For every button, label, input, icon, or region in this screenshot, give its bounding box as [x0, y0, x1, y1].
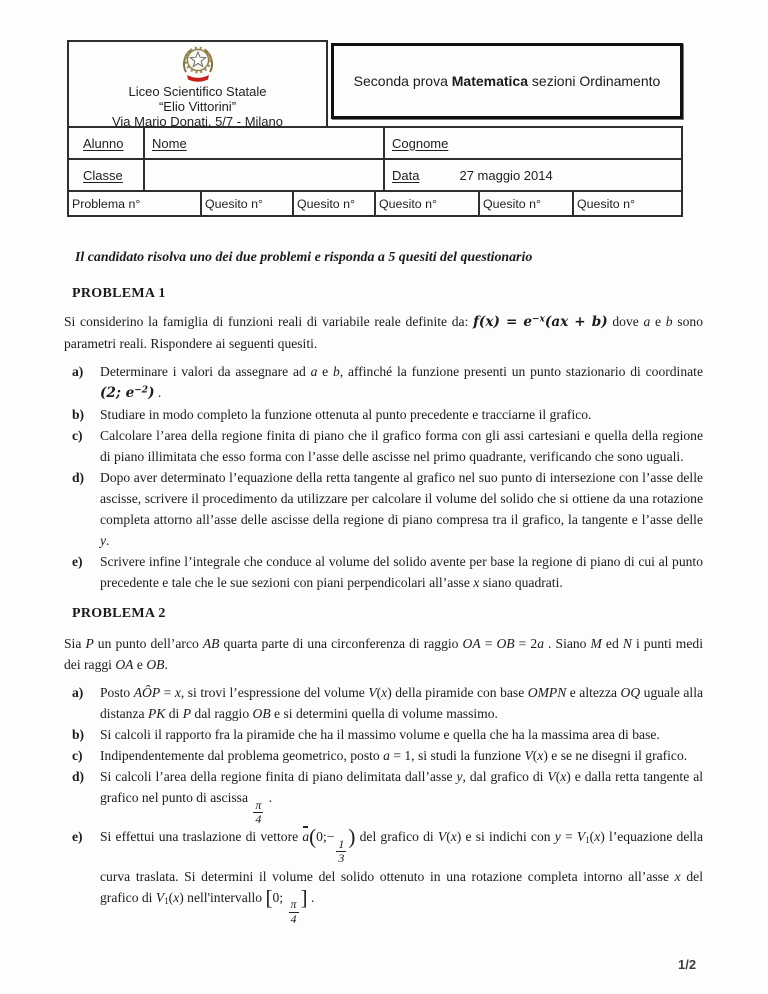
problema1-items — [72, 361, 703, 593]
fraction: $\frac{1}{3}$ — [338, 836, 345, 866]
problema1-title: PROBLEMA 1 — [72, 286, 166, 301]
problema-number-cell: Problema n° — [72, 196, 141, 211]
nome-cell — [143, 128, 383, 158]
document-header — [67, 40, 683, 217]
classe-label: Classe — [83, 167, 123, 183]
problema1-intro: Si considerino la famiglia di funzioni reali di variabile reale definite da: $f(x) = e^{-x}(ax + b)$ dove a e b sono parametri reali. Rispondere ai seguenti quesiti. — [64, 314, 703, 351]
list-item — [72, 745, 703, 766]
item-text: Si calcoli l’area della regione finita di piano delimitata dall’asse y, dal grafico di V(x) e dalla retta tangente al grafico nel punto di ascissa $\frac{\pi}{4}$ . — [100, 769, 704, 826]
quesito-number-cell: Quesito n° — [200, 192, 292, 215]
item-text: Si effettui una traslazione di vettore a(0;− $\frac{1}{3}$ ) del grafico di V(x) e si indichi con y = V1(x) l’equazione della curva traslata. Si determini il volume del solido ottenuto in una rotazione completa intorno all’asse x del grafico di V1(x) nell'intervallo [0; $\frac{\pi}{4}$ ] . — [100, 825, 703, 926]
italy-emblem-icon — [69, 44, 326, 84]
item-label: e) — [72, 554, 83, 569]
item-text: Indipendentemente dal problema geometrico, posto a = 1, si studi la funzione V(x) e se ne disegni il grafico. — [100, 748, 688, 763]
document-body — [64, 247, 703, 926]
item-text: Calcolare l’area della regione finita di piano che il grafico forma con gli assi cartesiani e quella della regione di piano illimitata che esso forma con l’asse delle ascisse nel primo quadrante, verificando che sono uguali. — [100, 428, 703, 464]
data-value: 27 maggio 2014 — [459, 167, 553, 183]
classe-blank-cell — [143, 160, 383, 190]
item-label: d) — [72, 470, 85, 485]
item-label: e) — [72, 829, 83, 845]
problema2-title: PROBLEMA 2 — [72, 606, 166, 621]
exam-title: Seconda prova Matematica sezioni Ordinamento — [353, 73, 661, 89]
list-item — [72, 724, 703, 745]
classe-cell — [69, 160, 143, 190]
cognome-cell — [383, 128, 681, 158]
fraction: $\frac{\pi}{4}$ — [290, 897, 297, 926]
item-label: b) — [72, 407, 85, 422]
list-item — [72, 467, 703, 551]
school-subname: “Elio Vittorini” — [158, 99, 237, 114]
list-item — [72, 766, 703, 826]
cognome-label: Cognome — [392, 135, 449, 151]
list-item — [72, 425, 703, 467]
alunno-cell — [69, 128, 143, 158]
problema2-intro: Sia P un punto dell’arco AB quarta parte di una circonferenza di raggio OA = OB = 2a . Siano M ed N i punti medi dei raggi OA e OB. — [64, 636, 703, 672]
list-item — [72, 682, 703, 724]
item-text: Studiare in modo completo la funzione ottenuta al punto precedente e tracciarne il grafico. — [100, 407, 592, 422]
item-text: Dopo aver determinato l’equazione della retta tangente al grafico nel suo punto di intersezione con l’asse delle ascisse, scrivere il procedimento da utilizzare per calcolare il volume del solido che si ottiene da una rotazione completa attorno all’asse delle ascisse della regione di piano compresa tra il grafico, la tangente e l’asse delle y. — [100, 470, 703, 548]
item-label: a) — [72, 364, 84, 379]
problema2-items — [72, 682, 703, 926]
item-text: Posto AÔP = x, si trovi l’espressione del volume V(x) della piramide con base OMPN e altezza OQ uguale alla distanza PK di P dal raggio OB e si determini quella di volume massimo. — [100, 685, 704, 721]
item-text: Scrivere infine l’integrale che conduce al volume del solido avente per base la regione di piano di cui al punto precedente e tale che le sue sezioni con piani perpendicolari all’asse x siano quadrati. — [100, 554, 703, 590]
student-info-table — [67, 126, 683, 217]
school-box — [67, 40, 328, 128]
item-text: Si calcoli il rapporto fra la piramide che ha il massimo volume e quella che ha la massima area di base. — [100, 727, 660, 742]
page-number: 1/2 — [678, 957, 697, 972]
item-text: Determinare i valori da assegnare ad a e b, affinché la funzione presenti un punto stazionario di coordinate (2; $e^{-2}$) . — [100, 364, 703, 401]
data-cell — [383, 160, 681, 190]
problema-quesito-row — [69, 190, 681, 215]
exam-title-box — [331, 43, 683, 119]
item-label: a) — [72, 685, 84, 700]
list-item — [72, 361, 703, 404]
list-item — [72, 404, 703, 425]
item-label: b) — [72, 727, 85, 742]
quesito-number-cell: Quesito n° — [292, 192, 374, 215]
item-label: c) — [72, 428, 83, 443]
item-label: d) — [72, 769, 85, 784]
quesito-number-cell: Quesito n° — [572, 192, 681, 215]
quesito-number-cell: Quesito n° — [478, 192, 572, 215]
candidate-instruction: Il candidato risolva uno dei due problemi e risponda a 5 quesiti del questionario — [75, 250, 533, 265]
quesito-number-cell: Quesito n° — [374, 192, 478, 215]
list-item — [72, 826, 703, 926]
list-item — [72, 551, 703, 593]
alunno-label: Alunno — [83, 135, 124, 151]
item-label: c) — [72, 748, 83, 763]
school-address: Via Mario Donati, 5/7 - Milano — [111, 114, 283, 129]
header-top — [67, 40, 683, 128]
school-name: Liceo Scientifico Statale — [128, 84, 267, 99]
fraction: $\frac{\pi}{4}$ — [255, 797, 262, 826]
data-label: Data — [392, 167, 420, 183]
row-alunno — [69, 128, 681, 158]
row-classe — [69, 158, 681, 190]
nome-label: Nome — [152, 135, 187, 151]
